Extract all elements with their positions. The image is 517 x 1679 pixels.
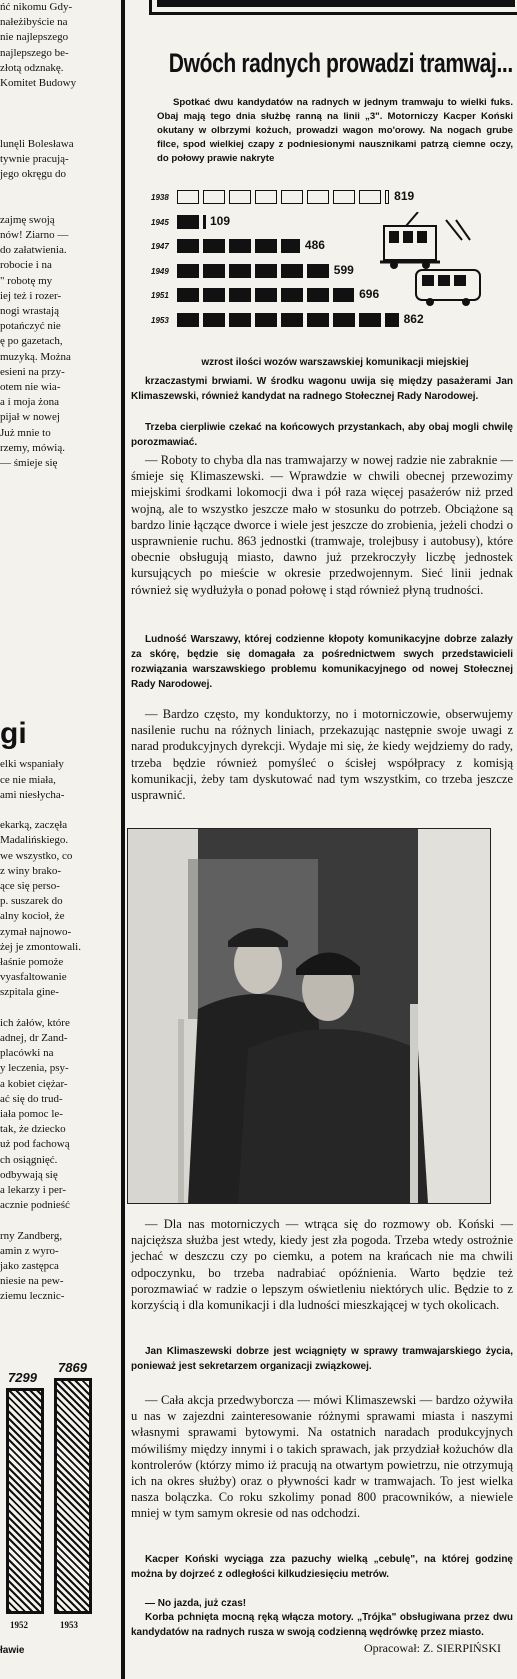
chart-bar-segment [359, 190, 381, 204]
left-column-text-top [0, 0, 118, 471]
chart-year-label: 1949 [151, 266, 169, 276]
left-column-line: vyasfaltowanie [0, 971, 67, 984]
left-column-line: ę po gazetach, [0, 335, 63, 348]
paragraph: Trzeba cierpliwie czekać na końcowych przystankach, aby obaj mogli chwilę porozmawiać. [131, 422, 513, 448]
top-frame [149, 0, 517, 15]
left-column-line: ać się do trud- [0, 1092, 63, 1105]
left-column-line: zajmę swoją [0, 213, 55, 226]
left-column-line: elki wspaniały [0, 758, 64, 771]
left-column-line: lunęli Bolesława [0, 137, 74, 150]
left-column-line: potańczyć nie [0, 320, 61, 333]
bar [54, 1378, 92, 1614]
left-column-line: Madalińskiego. [0, 834, 69, 847]
chart-bar-segment [203, 264, 225, 278]
chart-year-label: 1945 [151, 217, 169, 227]
left-column-footer: ławie [0, 1645, 25, 1656]
left-column-line [0, 91, 118, 106]
paragraph: krzaczastymi brwiami. W środku wagonu uwija się między pasażerami Jan Klimaszewski, również kandydat na radnego Stołecznej Rady Narodowej. [131, 376, 513, 402]
left-column-line: ziemu lecznic- [0, 1290, 65, 1303]
chart-bar-segment [229, 288, 251, 302]
byline [364, 1641, 501, 1656]
chart-bar-segment [281, 264, 303, 278]
left-column-line: rny Zandberg, [0, 1229, 63, 1242]
chart-bar-segment [385, 313, 399, 327]
bar [6, 1388, 44, 1614]
chart-bar-segment [177, 313, 199, 327]
chart-bar-segment [177, 239, 199, 253]
left-column-line: y leczenia, psy- [0, 1062, 69, 1075]
left-column-line: muzyką. Można [0, 350, 71, 363]
left-column-line: — śmieje się [0, 457, 58, 470]
left-column-line: ami niesłycha- [0, 788, 65, 801]
chart-bar-segment [281, 313, 303, 327]
chart-bar-segment [281, 190, 303, 204]
left-column-line: jego okręgu do [0, 168, 66, 181]
left-column-line [0, 198, 118, 213]
left-column-line: acznie podnieść [0, 1199, 70, 1212]
chart-bar-segment [177, 190, 199, 204]
left-column-line: nogi wrastają [0, 305, 59, 318]
left-column-line [0, 122, 118, 137]
chart-bar-segment [203, 190, 225, 204]
chart-bar-segment [333, 313, 355, 327]
chart-bar-segment [307, 288, 329, 302]
bar-year: 1953 [60, 1620, 78, 1630]
tram-bus-illustration [376, 212, 486, 307]
chart-bar-segment [203, 239, 225, 253]
left-column-bar-chart [0, 1360, 118, 1636]
left-column-line: jako zastępca [0, 1260, 59, 1272]
left-column-line: ące się perso- [0, 879, 60, 892]
vehicle-growth-chart [151, 190, 511, 350]
left-column-line: a lekarzy i per- [0, 1183, 67, 1196]
paragraph: — Dla nas motorniczych — wtrąca się do rozmowy ob. Koński — najcięższa służba jest wtedy, kiedy jest zła pogoda. Trzeba wtedy ostrożnie jechać w deszczu czy po ciemku, a potem na krańcach nie ma chwili odpoczynku, bo trzeba nadrabiać opóźnienia. Warto będzie też porozmawiać w radzie o lepszym oświetleniu niektórych ulic. Będzie to z korzyścią i dla komunikacji i dla ludności mieszkającej w tych okolicach. [131, 1217, 513, 1313]
article-title: Dwóch radnych prowadzi tramwaj... [168, 48, 513, 78]
left-column-line: tywnie pracują- [0, 153, 69, 166]
column-rule [121, 0, 125, 1679]
paragraph: — Bardzo często, my konduktorzy, no i motorniczowie, obserwujemy nasilenie ruchu na różnych liniach, przekazując następnie swoje uwagi z narad produkcyjnych dyrekcji. Wydaje mi się, że kiedy wejdziemy do rady, trzeba będzie również pomyśleć o ścisłej współpracy z komisją komunikacji, żeby tam dyskutować nad tym wszystkim, co trzeba jeszcze usprawnić. [131, 707, 513, 803]
bar-value: 7299 [8, 1370, 37, 1385]
chart-year-label: 1951 [151, 291, 169, 300]
chart-year-label: 1947 [151, 242, 169, 251]
left-column-line: najlepszego be- [0, 46, 69, 59]
left-column-line: otem nie wia- [0, 381, 61, 394]
left-column-line: placówki na [0, 1047, 54, 1060]
chart-bar-segment [177, 264, 199, 278]
left-column-line [0, 1001, 118, 1016]
chart-value-label: 696 [359, 287, 380, 301]
chart-year-label: 1953 [151, 315, 169, 325]
left-column-line: ekarką, zaczęła [0, 819, 68, 832]
chart-bar-segment [333, 190, 355, 204]
article-column [127, 0, 517, 1679]
photo-two-tram-workers [127, 828, 491, 1204]
left-column-line: rzemy, mówią. [0, 441, 65, 454]
left-column-line: p. suszarek do [0, 895, 63, 908]
paragraph: — Cała akcja przedwyborcza — mówi Klimaszewski — bardzo ożywiła u nas w zajezdni zainteresowanie różnymi sprawami miasta i naszymi własnymi sprawami bytowymi. Na ostatnich naradach produkcyjnych mówiliśmy między innymi i o takich sprawach, jak przydział kożuchów dla kontrolerów (którzy mimo iż pracują na otwartym powietrzu, nie otrzymują ich na okres służby) oraz o pływności kadr w tramwajach. To jest wielka nasza bolączka. Co roku szkolimy ponad 800 pracowników, a niewiele mniej w tym samym okresie od nas odchodzi. [131, 1393, 513, 1521]
chart-bar-segment [281, 239, 300, 253]
left-column-line: ce nie miała, [0, 773, 56, 786]
chart-bar-segment [177, 288, 199, 302]
left-column-line: we wszystko, co [0, 849, 73, 862]
paragraph: Ludność Warszawy, której codzienne kłopoty komunikacyjne dobrze zalazły za skórę, będzie się domagała za pośrednictwem swych przedstawicieli rozwiązania warszawskiego problemu komunikacyjnego od nowej Stołecznej Rady Narodowej. [131, 634, 513, 690]
photo-image [128, 829, 490, 1203]
bar-year: 1952 [10, 1620, 28, 1630]
chart-bar-segment [203, 288, 225, 302]
chart-value-label: 862 [403, 311, 424, 326]
byline-text: Opracował: Z. SIERPIŃSKI [364, 1641, 501, 1655]
chart-bar-segment [203, 215, 206, 229]
left-column-line: złotą odznakę. [0, 61, 64, 74]
chart-bar-segment [203, 313, 225, 327]
paragraph: — No jazda, już czas! [145, 1598, 247, 1609]
left-column-line [0, 106, 118, 121]
left-column-line: pijał w nowej [0, 411, 60, 424]
left-column-line: ńć nikomu Gdy- [0, 1, 73, 13]
left-column-line: zymał najnowo- [0, 925, 72, 938]
left-column-line: uż pod fachową [0, 1138, 70, 1151]
chart-bar-segment [229, 313, 251, 327]
left-column-line: " robotę my [0, 274, 53, 287]
left-column-line: nie najlepszego [0, 31, 69, 44]
chart-value-label: 486 [304, 238, 325, 252]
chart-bar-segment [385, 190, 389, 204]
left-column-line: nałeżibyście na [0, 16, 68, 29]
left-column-line: iej też i rozer- [0, 289, 62, 302]
left-column-line [0, 182, 118, 197]
left-column-line: amin z wyro- [0, 1244, 59, 1257]
chart-bar-segment [255, 239, 277, 253]
paragraph: Kacper Koński wyciąga zza pazuchy wielką „cebulę", na której godzinę można by dojrzeć z odległości kilkudziesięciu metrów. [131, 1554, 513, 1580]
left-column-line: nów! Ziarno — [0, 229, 69, 242]
left-column-line: alny kocioł, że [0, 910, 65, 923]
left-column-line: odbywają się [0, 1168, 58, 1181]
left-column-fragment [0, 0, 118, 1679]
left-column-line: do załatwienia. [0, 244, 67, 257]
left-column-line: łaśnie pomoże [0, 955, 64, 968]
left-column-line: tak, że dziecko [0, 1123, 66, 1136]
left-column-line: robocie i na [0, 259, 52, 272]
left-column-line [0, 803, 118, 818]
left-column-line: Już mnie to [0, 426, 51, 439]
chart-value-label: 109 [209, 213, 230, 228]
left-column-line: ich żałów, które [0, 1016, 70, 1029]
left-column-line: ch osiągnięć. [0, 1153, 58, 1166]
left-column-heading: gi [0, 717, 27, 751]
chart-bar-segment [229, 239, 251, 253]
chart-bar-segment [307, 313, 329, 327]
left-column-line [0, 1213, 118, 1228]
chart-bar-segment [333, 288, 354, 302]
chart-bar-segment [177, 215, 199, 229]
left-column-line: z winy brako- [0, 864, 62, 877]
left-column-line: iała pomoc le- [0, 1107, 63, 1120]
left-column-line: adnej, dr Zand- [0, 1031, 68, 1044]
paragraph: Korba pchnięta mocną ręką włącza motory. „Trójka" obsługiwana przez dwu kandydatów na radnych rusza w swoją codzienną wędrówkę przez miasto. [131, 1612, 513, 1638]
left-column-line: esieni na przy- [0, 365, 65, 378]
paragraph: — Roboty to chyba dla nas tramwajarzy w nowej radzie nie zabraknie — śmieje się Klimaszewski. — Wprawdzie w chwili obecnej przewozimy miejskimi środkami lokomocji dwa i pół raza więcej pasażerów niż przed wojną, ale to wszystko jeszcze mało w stosunku do potrzeb. Obciążone są bardzo linie łączące dworce i wiele jest jeszcze do zrobienia, jeżeli chodzi o usprawnienie ruchu. 863 jednostki (tramwaje, trolejbusy i autobusy), które obecnie obsługują miasto, dawno już przekroczyły liczbę jednostek kursujących po mieście w okresie przedwojennym. Sieć linii jednak również się wydłużyła o ponad połowę i stąd również płyną trudności. [131, 453, 513, 597]
chart-bar-segment [255, 190, 277, 204]
chart-bar-segment [255, 264, 277, 278]
chart-bar-segment [281, 288, 303, 302]
left-column-line: a i moja żona [0, 396, 59, 409]
chart-bar-segment [255, 313, 277, 327]
chart-caption: wzrost ilości wozów warszawskiej komunikacji miejskiej [201, 357, 469, 368]
chart-value-label: 819 [394, 189, 415, 203]
chart-bar-segment [255, 288, 277, 302]
bar-value: 7869 [58, 1360, 87, 1375]
chart-bar-segment [307, 190, 329, 204]
left-column-text-bottom [0, 757, 118, 1304]
chart-bar-segment [359, 313, 381, 327]
chart-value-label: 599 [333, 262, 354, 277]
chart-bar-segment [307, 264, 329, 278]
left-column-line: niesie na pew- [0, 1275, 64, 1288]
left-column-line: szpitala gine- [0, 986, 59, 999]
article-lead: Spotkać dwu kandydatów na radnych w jednym tramwaju to wielki fuks. Obaj mają tego dnia służbę ranną na linii „3". Motorniczy Kacper Koński okutany w olbrzymi kożuch, prowadzi wagon mo'orowy. Na nogach grube filce, spod wielkiej czapy z podniesionymi nausznikami patrzą ciemne oczy, do połowy prawie nakryte [157, 97, 513, 164]
chart-year-label: 1938 [151, 193, 169, 202]
left-column-line: Komitet Budowy [0, 77, 77, 90]
chart-bar-segment [229, 190, 251, 204]
paragraph: Jan Klimaszewski dobrze jest wciągnięty w sprawy tramwajarskiego życia, ponieważ jest sekretarzem organizacji związkowej. [131, 1346, 513, 1372]
left-column-line: żej je zmontowali. [0, 940, 81, 953]
chart-bar-segment [229, 264, 251, 278]
left-column-line: a kobiet ciężar- [0, 1077, 68, 1090]
